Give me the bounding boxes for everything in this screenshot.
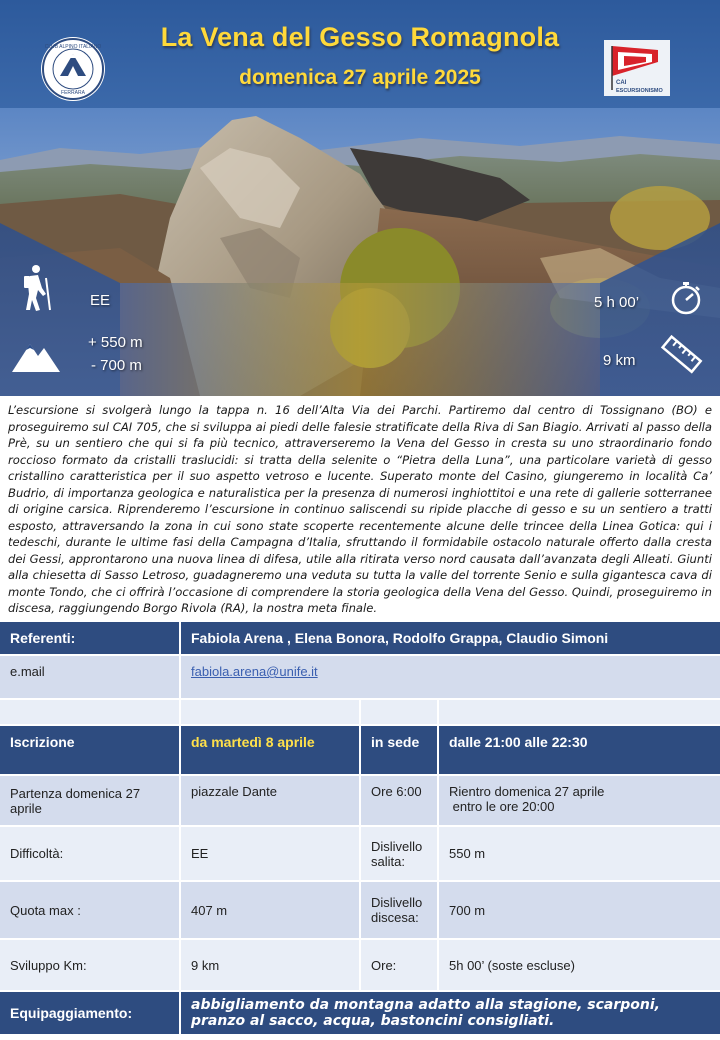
cai-escursionismo-logo — [604, 40, 670, 96]
quota-label: Quota max : — [0, 881, 180, 939]
rientro-line1: Rientro domenica 27 aprile — [449, 784, 605, 799]
ore-label: Ore: — [360, 939, 438, 991]
stopwatch-icon — [668, 280, 704, 316]
iscrizione-date: da martedì 8 aprile — [180, 725, 360, 775]
quota-value: 407 m — [180, 881, 360, 939]
difficolta-label: Difficoltà: — [0, 826, 180, 881]
partenza-label: Partenza domenica 27 aprile — [0, 775, 180, 826]
dislivello-discesa-label: Dislivello discesa: — [360, 881, 438, 939]
table-row-email — [0, 655, 720, 699]
table-row-partenza — [0, 775, 720, 826]
svg-text:CLUB ALPINO ITALIANO: CLUB ALPINO ITALIANO — [44, 44, 102, 50]
mountain-icon — [12, 340, 60, 372]
sviluppo-value: 9 km — [180, 939, 360, 991]
hiker-icon — [18, 264, 54, 312]
equip-value: abbigliamento da montagna adatto alla stagione, scarponi, pranzo al sacco, acqua, bastoncini consigliati. — [180, 991, 720, 1035]
referenti-value: Fabiola Arena , Elena Bonora, Rodolfo Grappa, Claudio Simoni — [180, 622, 720, 655]
referenti-label: Referenti: — [0, 622, 180, 655]
sviluppo-label: Sviluppo Km: — [0, 939, 180, 991]
partenza-place: piazzale Dante — [180, 775, 360, 826]
cai-ferrara-logo — [40, 36, 106, 102]
table-row-referenti — [0, 622, 720, 655]
ore-value: 5h 00’ (soste escluse) — [438, 939, 720, 991]
iscrizione-label: Iscrizione — [0, 725, 180, 775]
duration-stat: 5 h 00’ — [594, 294, 640, 311]
iscrizione-place: in sede — [360, 725, 438, 775]
table-row-difficolta — [0, 826, 720, 881]
partenza-time: Ore 6:00 — [360, 775, 438, 826]
event-date: domenica 27 aprile 2025 — [239, 66, 481, 89]
table-row-iscrizione — [0, 725, 720, 775]
svg-text:CAI: CAI — [616, 80, 627, 86]
iscrizione-time: dalle 21:00 alle 22:30 — [438, 725, 720, 775]
table-row-equipaggiamento — [0, 991, 720, 1035]
dislivello-salita-value: 550 m — [438, 826, 720, 881]
hike-description: L’escursione si svolgerà lungo la tappa n. 16 dell’Alta Via dei Parchi. Partiremo dal centro di Tossignano (BO) e proseguiremo sul CAI 705, che si sviluppa ai piedi delle falesie stratificate della Riva di San Biagio. Arrivati al passo della Prè, su un sentiero che qui si fa più tecnico, attraverseremo la Vena del Gesso in cresta su uno straordinario fondo roccioso formato da cristalli traslucidi: si tratta della selenite o “Pietra della Luna”, una particolare varietà di gesso cristallino caratteristica per il suo aspetto vetroso e lucente. Superato monte del Casino, giungeremo in località Ca’ Budrio, di importanza geologica e naturalistica per la presenza di numerosi inghiottitoi e una rete di gallerie sotterranee di origine carsica. Riprenderemo l’escursione in continuo saliscendi su ripide placche di gesso e su un sentiero a tratti esposto, attraversando la zona in cui sono state scoperte recentemente alcune delle trincee della Linea Gotica: qui i tedeschi, durante le ultime fasi della Campagna d’Italia, sfruttando il formidabile ostacolo naturale offerto dalla cresta dei Gessi, approntarono una nuova linea di difesa, utile alla ritirata verso nord causata dall’avanzata degli Alleati. Giunti alla chiesetta di Sasso Letroso, guadagneremo una veduta su tutta la valle del torrente Senio e sulla gigantesca cava di monte Tondo, che ci offrirà l’occasione di comprendere la storia geologica della Vena del Gesso. Quindi, proseguiremo in discesa, raggiungendo Borgo Rivola (RA), la nostra meta finale. — [8, 403, 712, 615]
email-label: e.mail — [0, 655, 180, 699]
hero-banner — [0, 0, 720, 396]
distance-stat: 9 km — [603, 352, 636, 369]
svg-text:ESCURSIONISMO: ESCURSIONISMO — [616, 88, 663, 94]
rientro-cell — [438, 775, 720, 826]
difficolta-value: EE — [180, 826, 360, 881]
rientro-line2: entro le ore 20:00 — [449, 799, 555, 814]
table-row-quota — [0, 881, 720, 939]
ascent-stat: + 550 m — [88, 334, 143, 351]
table-row-spacer — [0, 699, 720, 725]
ruler-icon — [658, 330, 704, 380]
dislivello-discesa-value: 700 m — [438, 881, 720, 939]
svg-text:FERRARA: FERRARA — [61, 90, 85, 96]
descent-stat: - 700 m — [91, 357, 142, 374]
event-title: La Vena del Gesso Romagnola — [160, 22, 560, 52]
dislivello-salita-label: Dislivello salita: — [360, 826, 438, 881]
info-table — [0, 622, 720, 1036]
difficulty-stat: EE — [90, 292, 111, 309]
table-row-sviluppo — [0, 939, 720, 991]
email-cell — [180, 655, 720, 699]
equip-label: Equipaggiamento: — [0, 991, 180, 1035]
email-link[interactable]: fabiola.arena@unife.it — [191, 664, 318, 679]
